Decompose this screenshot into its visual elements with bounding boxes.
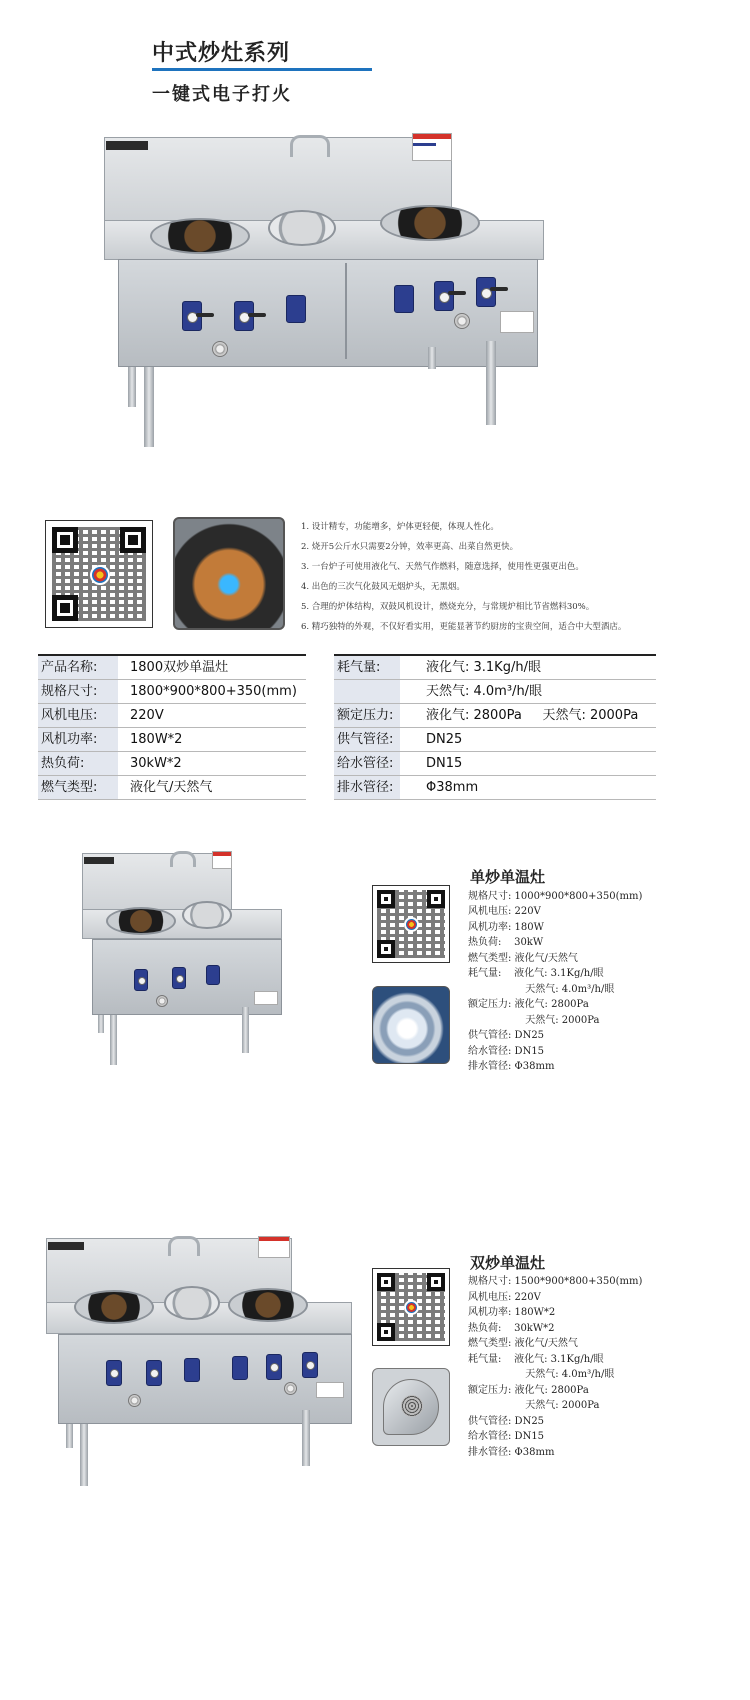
feature-item: 3. 一台炉子可使用液化气、天然气作燃料，随意选择，使用性更强更出色。 bbox=[301, 562, 584, 572]
spec-row: 风机功率: 180W*2 bbox=[38, 728, 306, 752]
qr-code bbox=[372, 1268, 450, 1346]
wok-burner-right bbox=[228, 1288, 308, 1322]
spec-line: 额定压力: 液化气: 2800Pa bbox=[468, 1385, 589, 1396]
spec-line: 天然气: 4.0m³/h/眼 bbox=[468, 1369, 615, 1380]
product-title: 单炒单温灶 bbox=[470, 868, 546, 886]
spec-row: 给水管径: DN15 bbox=[334, 752, 656, 776]
spec-line: 给水管径: DN15 bbox=[468, 1431, 545, 1442]
brand-logo bbox=[106, 141, 148, 150]
spec-line: 排水管径: Φ38mm bbox=[468, 1061, 555, 1072]
spec-line: 耗气量: 液化气: 3.1Kg/h/眼 bbox=[468, 968, 604, 979]
spec-row: 天然气: 4.0m³/h/眼 bbox=[334, 680, 656, 704]
spec-line: 供气管径: DN25 bbox=[468, 1030, 545, 1041]
spec-row: 热负荷: 30kW*2 bbox=[38, 752, 306, 776]
stock-pot bbox=[164, 1286, 220, 1320]
control-panel bbox=[286, 295, 306, 323]
title-underline bbox=[152, 68, 372, 71]
spec-row: 额定压力: 液化气: 2800Pa 天然气: 2000Pa bbox=[334, 704, 656, 728]
control-panel bbox=[302, 1352, 318, 1378]
spec-line: 规格尺寸: 1500*900*800+350(mm) bbox=[468, 1276, 643, 1287]
wok-burner bbox=[106, 907, 176, 935]
label-sticker bbox=[258, 1236, 290, 1258]
label-sticker bbox=[500, 311, 534, 333]
control-panel bbox=[172, 967, 186, 989]
spec-line: 规格尺寸: 1000*900*800+350(mm) bbox=[468, 891, 643, 902]
control-panel bbox=[434, 281, 454, 311]
blower-fan-photo bbox=[372, 1368, 450, 1446]
spec-line: 热负荷: 30kW*2 bbox=[468, 1323, 555, 1334]
gas-valve bbox=[212, 341, 228, 357]
stove-leg bbox=[80, 1424, 88, 1486]
spec-line: 燃气类型: 液化气/天然气 bbox=[468, 1338, 578, 1349]
spec-row: 燃气类型: 液化气/天然气 bbox=[38, 776, 306, 800]
feature-item: 2. 烧开5公斤水只需要2分钟，效率更高、出菜自然更快。 bbox=[301, 542, 519, 552]
spec-row: 排水管径: Φ38mm bbox=[334, 776, 656, 800]
spec-line: 燃气类型: 液化气/天然气 bbox=[468, 953, 578, 964]
stove-leg bbox=[302, 1410, 310, 1466]
feature-item: 4. 出色的三次气化鼓风无烟炉头，无黑烟。 bbox=[301, 582, 465, 592]
spec-line: 风机电压: 220V bbox=[468, 1292, 541, 1303]
spec-line: 风机功率: 180W*2 bbox=[468, 1307, 556, 1318]
feature-item: 6. 精巧独特的外观，不仅好看实用，更能显著节约厨房的宝贵空间，适合中大型酒店。 bbox=[301, 622, 627, 632]
double-stove-image bbox=[40, 1230, 360, 1490]
wok-burner-left bbox=[150, 218, 250, 254]
spec-line: 耗气量: 液化气: 3.1Kg/h/眼 bbox=[468, 1354, 604, 1365]
gas-valve bbox=[454, 313, 470, 329]
spec-row: 供气管径: DN25 bbox=[334, 728, 656, 752]
burner-flame-photo bbox=[173, 517, 285, 630]
burner-cap-photo bbox=[372, 986, 450, 1064]
stock-pot bbox=[268, 210, 336, 246]
qr-code bbox=[45, 520, 153, 628]
spec-line: 供气管径: DN25 bbox=[468, 1416, 545, 1427]
label-sticker bbox=[412, 133, 452, 161]
spec-row: 规格尺寸: 1800*900*800+350(mm) bbox=[38, 680, 306, 704]
wok-burner-left bbox=[74, 1290, 154, 1324]
stove-leg bbox=[110, 1015, 117, 1065]
spec-line: 风机功率: 180W bbox=[468, 922, 544, 933]
stove-leg bbox=[428, 347, 436, 369]
control-panel bbox=[232, 1356, 248, 1380]
control-panel bbox=[134, 969, 148, 991]
faucet bbox=[170, 851, 196, 867]
faucet bbox=[290, 135, 330, 157]
spec-line: 天然气: 2000Pa bbox=[468, 1015, 600, 1026]
wok-burner-right bbox=[380, 205, 480, 241]
faucet bbox=[168, 1236, 200, 1256]
control-panel bbox=[476, 277, 496, 307]
spec-row: 产品名称: 1800双炒单温灶 bbox=[38, 656, 306, 680]
page-subtitle: 一键式电子打火 bbox=[152, 84, 292, 105]
stove-leg bbox=[98, 1015, 104, 1033]
control-panel bbox=[206, 965, 220, 985]
label-sticker bbox=[316, 1382, 344, 1398]
label-sticker bbox=[212, 851, 232, 869]
stove-leg bbox=[128, 367, 136, 407]
spec-line: 天然气: 2000Pa bbox=[468, 1400, 600, 1411]
brand-logo bbox=[48, 1242, 84, 1250]
spec-row: 风机电压: 220V bbox=[38, 704, 306, 728]
gas-valve bbox=[128, 1394, 141, 1407]
spec-line: 天然气: 4.0m³/h/眼 bbox=[468, 984, 615, 995]
control-panel bbox=[106, 1360, 122, 1386]
page-title: 中式炒灶系列 bbox=[152, 41, 291, 66]
stove-leg bbox=[144, 367, 154, 447]
product-title: 双炒单温灶 bbox=[470, 1254, 546, 1272]
control-panel bbox=[184, 1358, 200, 1382]
control-panel bbox=[146, 1360, 162, 1386]
stove-leg bbox=[486, 341, 496, 425]
spec-line: 给水管径: DN15 bbox=[468, 1046, 545, 1057]
spec-line: 风机电压: 220V bbox=[468, 906, 541, 917]
stock-pot bbox=[182, 901, 232, 929]
feature-item: 5. 合理的炉体结构，双鼓风机设计，燃烧充分，与常规炉相比节省燃料30%。 bbox=[301, 602, 595, 612]
gas-valve bbox=[156, 995, 168, 1007]
single-stove-image bbox=[78, 845, 288, 1065]
gas-valve bbox=[284, 1382, 297, 1395]
spec-line: 排水管径: Φ38mm bbox=[468, 1447, 555, 1458]
brand-logo bbox=[84, 857, 114, 864]
stove-leg bbox=[66, 1424, 73, 1448]
stove-leg bbox=[242, 1007, 249, 1053]
control-panel bbox=[394, 285, 414, 313]
stove-body bbox=[118, 259, 538, 367]
spec-line: 额定压力: 液化气: 2800Pa bbox=[468, 999, 589, 1010]
spec-row: 耗气量: 液化气: 3.1Kg/h/眼 bbox=[334, 656, 656, 680]
control-panel bbox=[266, 1354, 282, 1380]
label-sticker bbox=[254, 991, 278, 1005]
qr-code bbox=[372, 885, 450, 963]
spec-line: 热负荷: 30kW bbox=[468, 937, 544, 948]
feature-item: 1. 设计精专，功能增多，炉体更轻便，体现人性化。 bbox=[301, 522, 499, 532]
main-stove-image bbox=[100, 125, 550, 480]
